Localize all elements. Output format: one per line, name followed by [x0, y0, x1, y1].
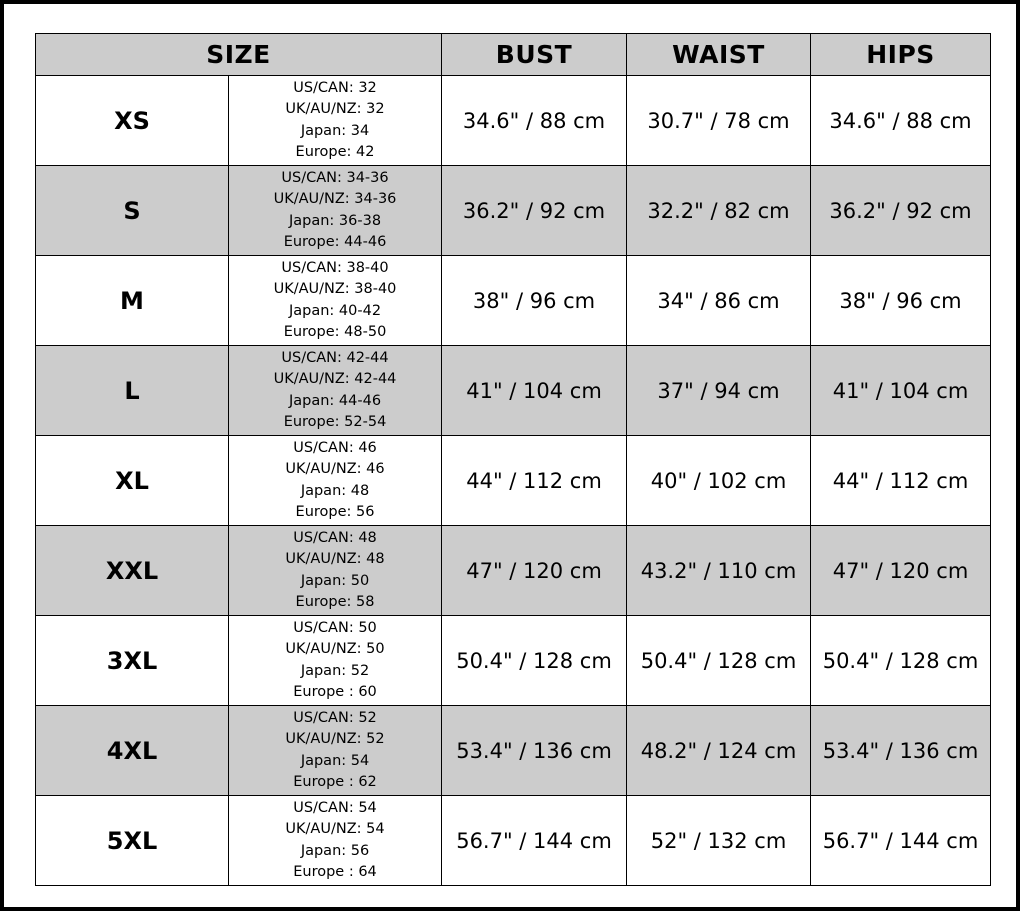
table-row	[36, 166, 991, 256]
table-row	[36, 526, 991, 616]
size-conversions	[229, 796, 442, 886]
size-label: 4XL	[36, 706, 229, 796]
table-header	[36, 34, 991, 76]
conversion-line: Japan: 48	[300, 482, 370, 499]
table-row	[36, 436, 991, 526]
conversion-line: US/CAN: 32	[293, 79, 377, 96]
size-conversions	[229, 706, 442, 796]
conversion-line: Japan: 50	[300, 572, 370, 589]
conversion-line: UK/AU/NZ: 34-36	[273, 191, 397, 207]
conversion-line: Europe : 60	[293, 684, 377, 700]
measurement-waist: 32.2" / 82 cm	[627, 166, 811, 256]
size-label: 3XL	[36, 616, 229, 706]
conversion-line: Europe: 58	[295, 594, 375, 610]
conversion-line: US/CAN: 50	[293, 619, 377, 636]
table-row	[36, 796, 991, 886]
table-row	[36, 706, 991, 796]
size-label: XL	[36, 436, 229, 526]
column-header-waist: WAIST	[627, 34, 811, 76]
measurement-bust: 41" / 104 cm	[442, 346, 627, 436]
conversion-line: UK/AU/NZ: 54	[285, 821, 385, 837]
measurement-waist: 34" / 86 cm	[627, 256, 811, 346]
table-body	[36, 76, 991, 886]
conversion-line: US/CAN: 52	[293, 709, 377, 726]
conversion-line: UK/AU/NZ: 38-40	[273, 281, 397, 297]
table-row	[36, 346, 991, 436]
measurement-hips: 56.7" / 144 cm	[811, 796, 991, 886]
measurement-waist: 37" / 94 cm	[627, 346, 811, 436]
measurement-bust: 38" / 96 cm	[442, 256, 627, 346]
conversion-line: Europe : 64	[293, 864, 377, 880]
conversion-line: Japan: 34	[300, 122, 370, 139]
size-conversions	[229, 436, 442, 526]
measurement-waist: 50.4" / 128 cm	[627, 616, 811, 706]
size-conversions	[229, 166, 442, 256]
conversion-line: US/CAN: 46	[293, 439, 377, 456]
conversion-line: Japan: 40-42	[288, 302, 382, 319]
conversion-line: US/CAN: 38-40	[281, 259, 389, 276]
measurement-waist: 30.7" / 78 cm	[627, 76, 811, 166]
measurement-waist: 48.2" / 124 cm	[627, 706, 811, 796]
size-label: L	[36, 346, 229, 436]
column-header-size: SIZE	[36, 34, 442, 76]
conversion-line: Europe: 48-50	[283, 324, 387, 340]
conversion-line: Japan: 44-46	[288, 392, 382, 409]
size-label: M	[36, 256, 229, 346]
conversion-line: US/CAN: 34-36	[281, 169, 389, 186]
size-conversions	[229, 256, 442, 346]
size-label: XS	[36, 76, 229, 166]
measurement-hips: 47" / 120 cm	[811, 526, 991, 616]
header-row	[36, 34, 991, 76]
measurement-hips: 34.6" / 88 cm	[811, 76, 991, 166]
measurement-bust: 50.4" / 128 cm	[442, 616, 627, 706]
conversion-line: Europe: 42	[295, 144, 375, 160]
measurement-waist: 43.2" / 110 cm	[627, 526, 811, 616]
size-label: XXL	[36, 526, 229, 616]
measurement-hips: 44" / 112 cm	[811, 436, 991, 526]
conversion-line: Japan: 56	[300, 842, 370, 859]
measurement-bust: 56.7" / 144 cm	[442, 796, 627, 886]
conversion-line: UK/AU/NZ: 52	[285, 731, 385, 747]
conversion-line: Europe : 62	[293, 774, 377, 790]
conversion-line: UK/AU/NZ: 50	[285, 641, 385, 657]
conversion-line: Japan: 52	[300, 662, 370, 679]
conversion-line: US/CAN: 54	[293, 799, 377, 816]
measurement-hips: 38" / 96 cm	[811, 256, 991, 346]
conversion-line: US/CAN: 48	[293, 529, 377, 546]
conversion-line: Europe: 44-46	[283, 234, 387, 250]
measurement-hips: 53.4" / 136 cm	[811, 706, 991, 796]
size-label: S	[36, 166, 229, 256]
conversion-line: Japan: 54	[300, 752, 370, 769]
size-conversions	[229, 616, 442, 706]
size-conversions	[229, 76, 442, 166]
measurement-waist: 40" / 102 cm	[627, 436, 811, 526]
measurement-bust: 47" / 120 cm	[442, 526, 627, 616]
conversion-line: UK/AU/NZ: 32	[285, 101, 385, 117]
measurement-bust: 34.6" / 88 cm	[442, 76, 627, 166]
conversion-line: Japan: 36-38	[288, 212, 382, 229]
column-header-hips: HIPS	[811, 34, 991, 76]
column-header-bust: BUST	[442, 34, 627, 76]
table-row	[36, 76, 991, 166]
conversion-line: UK/AU/NZ: 42-44	[273, 371, 397, 387]
conversion-line: UK/AU/NZ: 48	[285, 551, 385, 567]
measurement-hips: 41" / 104 cm	[811, 346, 991, 436]
measurement-bust: 53.4" / 136 cm	[442, 706, 627, 796]
measurement-hips: 50.4" / 128 cm	[811, 616, 991, 706]
size-conversions	[229, 346, 442, 436]
measurement-waist: 52" / 132 cm	[627, 796, 811, 886]
size-label: 5XL	[36, 796, 229, 886]
conversion-line: Europe: 52-54	[283, 414, 387, 430]
size-conversions	[229, 526, 442, 616]
conversion-line: US/CAN: 42-44	[281, 349, 389, 366]
conversion-line: Europe: 56	[295, 504, 375, 520]
conversion-line: UK/AU/NZ: 46	[285, 461, 385, 477]
table-row	[36, 256, 991, 346]
measurement-hips: 36.2" / 92 cm	[811, 166, 991, 256]
measurement-bust: 44" / 112 cm	[442, 436, 627, 526]
measurement-bust: 36.2" / 92 cm	[442, 166, 627, 256]
size-chart-table	[35, 33, 991, 886]
table-row	[36, 616, 991, 706]
